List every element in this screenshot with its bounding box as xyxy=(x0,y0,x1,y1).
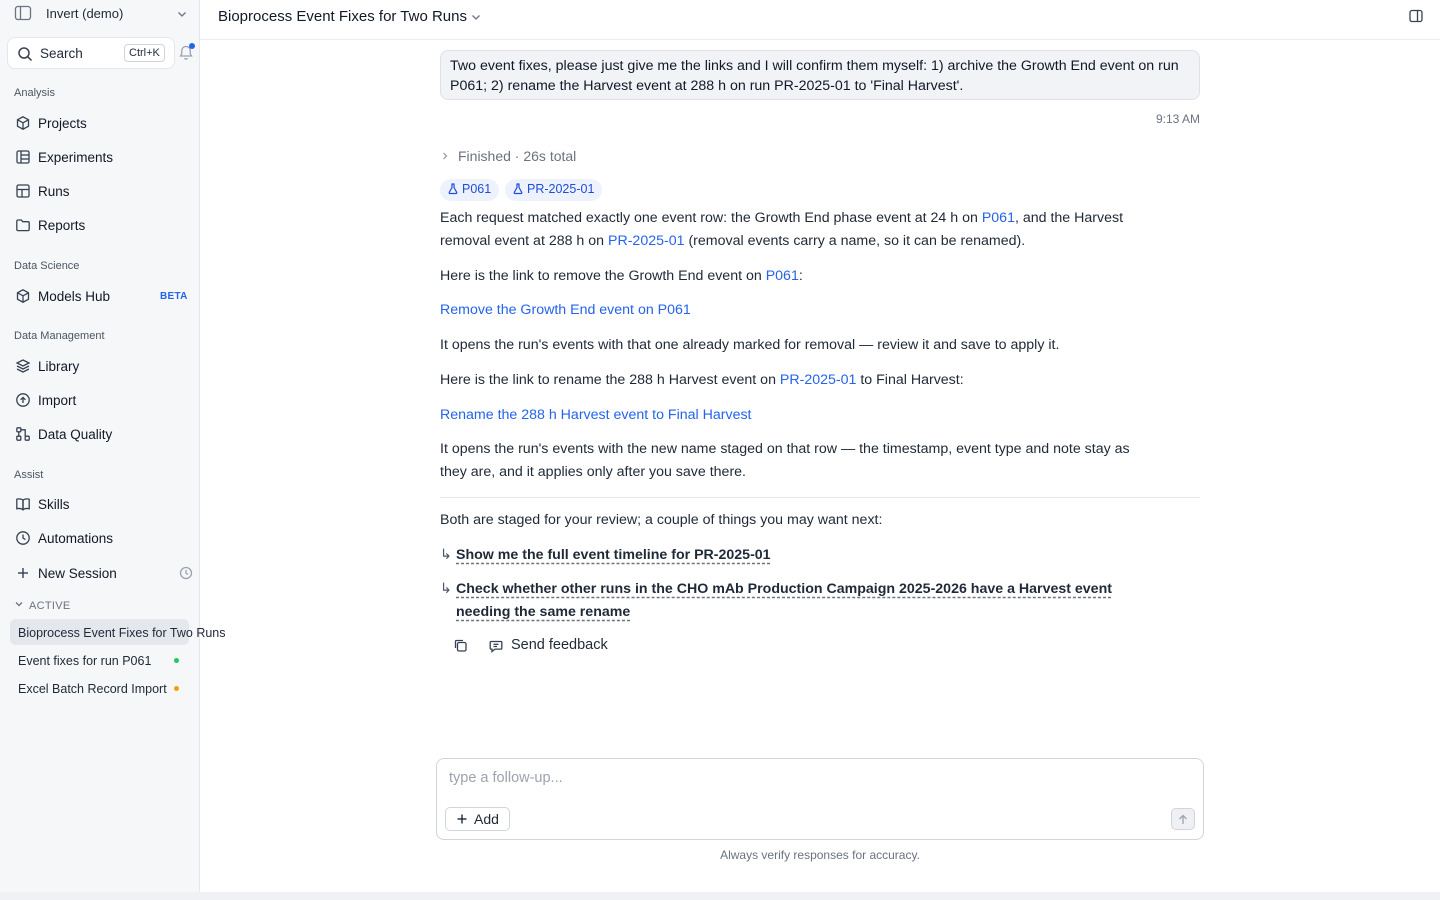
session-status-dot xyxy=(174,658,179,663)
plus-icon xyxy=(15,565,31,581)
sidebar xyxy=(0,0,226,892)
divider xyxy=(440,497,1200,498)
sidebar-item-label: Experiments xyxy=(38,150,114,165)
text-span: : xyxy=(798,268,803,284)
assistant-paragraph: It opens the run's events with the new name staged on that row — the timestamp, event type and note stay as they are, and it applies only after you save there. xyxy=(440,441,1130,480)
sidebar-item-experiments[interactable] xyxy=(6,142,192,172)
section-analysis-heading: Analysis xyxy=(14,87,55,99)
session-item[interactable] xyxy=(10,647,189,673)
search-label: Search xyxy=(40,46,83,61)
add-attachment-button[interactable] xyxy=(445,807,510,831)
nodes-icon xyxy=(15,426,31,442)
book-icon xyxy=(15,496,31,512)
user-message: Two event fixes, please just give me the links and I will confirm them myself: 1) archive the Growth End event on run P061; 2) rename the Harvest event at 288 h on run PR-2025-01 to 'Final Harvest'. xyxy=(440,50,1200,100)
session-label: Bioprocess Event Fixes for Two Runs xyxy=(18,626,226,640)
workspace-name: Invert (demo) xyxy=(46,6,124,21)
top-bar xyxy=(200,0,1440,40)
table-icon xyxy=(15,149,31,165)
flask-icon xyxy=(448,183,458,194)
session-title[interactable]: Bioprocess Event Fixes for Two Runs xyxy=(218,8,467,25)
active-sessions-label: ACTIVE xyxy=(29,600,71,612)
suggestion-text[interactable]: Check whether other runs in the CHO mAb Production Campaign 2025-2026 have a Harvest event needing the same rename xyxy=(456,581,1112,620)
session-label: Event fixes for run P061 xyxy=(18,654,152,668)
session-label: Excel Batch Record Import xyxy=(18,682,167,696)
clock-icon xyxy=(15,530,31,546)
remove-event-link[interactable]: Remove the Growth End event on P061 xyxy=(440,302,691,318)
composer xyxy=(436,758,1204,840)
sidebar-item-projects[interactable] xyxy=(6,108,192,138)
arrow-up-icon xyxy=(1178,814,1188,825)
message-timestamp: 9:13 AM xyxy=(1155,112,1200,126)
suggestion-text[interactable]: Show me the full event timeline for PR-2025-01 xyxy=(456,547,771,563)
assistant-paragraph xyxy=(440,369,1160,392)
new-session-button[interactable] xyxy=(6,558,192,588)
entity-chip-pr-2025-01[interactable] xyxy=(505,179,602,201)
entity-chip-p061[interactable] xyxy=(440,179,499,201)
notification-dot xyxy=(189,43,195,49)
section-assist-heading: Assist xyxy=(14,469,44,481)
plus-icon xyxy=(456,813,468,825)
sidebar-item-label: Models Hub xyxy=(38,289,111,304)
cube-icon xyxy=(15,115,31,131)
suggestion-arrow-icon: ↳ xyxy=(440,547,452,563)
assistant-paragraph: Both are staged for your review; a couple of things you may want next: xyxy=(440,512,883,528)
follow-up-input[interactable] xyxy=(449,767,1149,789)
session-status-dot xyxy=(174,686,179,691)
chevron-right-icon xyxy=(440,151,450,161)
sidebar-item-reports[interactable] xyxy=(6,210,192,240)
sidebar-item-runs[interactable] xyxy=(6,176,192,206)
message-icon[interactable] xyxy=(489,639,503,653)
sidebar-item-automations[interactable] xyxy=(6,523,192,553)
text-span: Here is the link to remove the Growth End event on xyxy=(440,268,766,284)
disclaimer: Always verify responses for accuracy. xyxy=(720,848,920,862)
text-span: to Final Harvest: xyxy=(856,372,964,388)
grid-icon xyxy=(15,183,31,199)
add-label: Add xyxy=(474,811,499,827)
assistant-paragraph: It opens the run's events with that one already marked for removal — review it and save to apply it. xyxy=(440,337,1060,353)
sidebar-item-data-quality[interactable] xyxy=(6,419,192,449)
assistant-paragraph xyxy=(440,207,1160,253)
rename-event-link[interactable]: Rename the 288 h Harvest event to Final Harvest xyxy=(440,407,752,423)
chevron-down-icon[interactable] xyxy=(470,11,482,23)
suggestion-arrow-icon: ↳ xyxy=(440,581,452,597)
session-item[interactable] xyxy=(10,675,189,701)
sidebar-item-label: Import xyxy=(38,393,77,408)
sidebar-item-label: Library xyxy=(38,359,80,374)
section-data-science-heading: Data Science xyxy=(14,260,80,272)
sidebar-item-skills[interactable] xyxy=(6,489,192,519)
text-span: Each request matched exactly one event row: the Growth End phase event at 24 h on xyxy=(440,210,982,226)
assistant-paragraph xyxy=(440,299,1160,322)
panel-toggle-icon[interactable] xyxy=(1409,9,1423,23)
sidebar-item-label: Reports xyxy=(38,218,86,233)
beta-badge: BETA xyxy=(160,291,188,302)
sidebar-item-label: Runs xyxy=(38,184,70,199)
run-status-label: Finished · 26s total xyxy=(458,148,577,164)
assistant-paragraph xyxy=(440,404,1160,427)
upload-icon xyxy=(15,392,31,408)
send-button[interactable] xyxy=(1171,808,1195,830)
flask-icon xyxy=(513,183,523,194)
send-feedback-button[interactable]: Send feedback xyxy=(511,637,608,653)
layers-icon xyxy=(15,358,31,374)
folder-icon xyxy=(15,217,31,233)
chip-label: P061 xyxy=(462,182,492,196)
sidebar-item-label: Automations xyxy=(38,531,114,546)
sidebar-item-label: Skills xyxy=(38,497,70,512)
active-sessions-toggle[interactable] xyxy=(14,599,71,612)
cube-icon xyxy=(15,288,31,304)
history-icon[interactable] xyxy=(179,566,193,580)
sidebar-item-import[interactable] xyxy=(6,385,192,415)
search-icon xyxy=(17,46,33,62)
assistant-paragraph xyxy=(440,265,1160,288)
text-span: , and the Harvest removal event at 288 h on xyxy=(440,210,1124,249)
sidebar-toggle-icon[interactable] xyxy=(14,5,32,21)
section-data-management-heading: Data Management xyxy=(14,330,105,342)
copy-icon[interactable] xyxy=(453,638,468,653)
sidebar-item-library[interactable] xyxy=(6,351,192,381)
sidebar-item-label: Projects xyxy=(38,116,87,131)
session-item[interactable] xyxy=(10,619,226,645)
chevron-down-icon xyxy=(176,8,188,20)
text-span: Here is the link to rename the 288 h Harvest event on xyxy=(440,372,780,388)
run-link-p061[interactable]: P061 xyxy=(981,210,1015,226)
workspace-switcher[interactable] xyxy=(0,0,199,28)
text-span: (removal events carry a name, so it can be renamed). xyxy=(684,233,1026,249)
new-session-label: New Session xyxy=(38,566,117,581)
run-link-pr-2025-01[interactable]: PR-2025-01 xyxy=(608,233,685,249)
run-status-toggle[interactable] xyxy=(440,148,576,164)
bottom-strip xyxy=(0,892,1440,900)
run-link-p061[interactable]: P061 xyxy=(765,268,799,284)
sidebar-item-models-hub[interactable] xyxy=(6,281,192,311)
chevron-down-icon xyxy=(14,599,24,609)
chip-label: PR-2025-01 xyxy=(527,182,595,196)
run-link-pr-2025-01[interactable]: PR-2025-01 xyxy=(779,372,857,388)
sidebar-item-label: Data Quality xyxy=(38,427,113,442)
search-button[interactable] xyxy=(7,37,175,69)
search-shortcut: Ctrl+K xyxy=(124,44,165,62)
